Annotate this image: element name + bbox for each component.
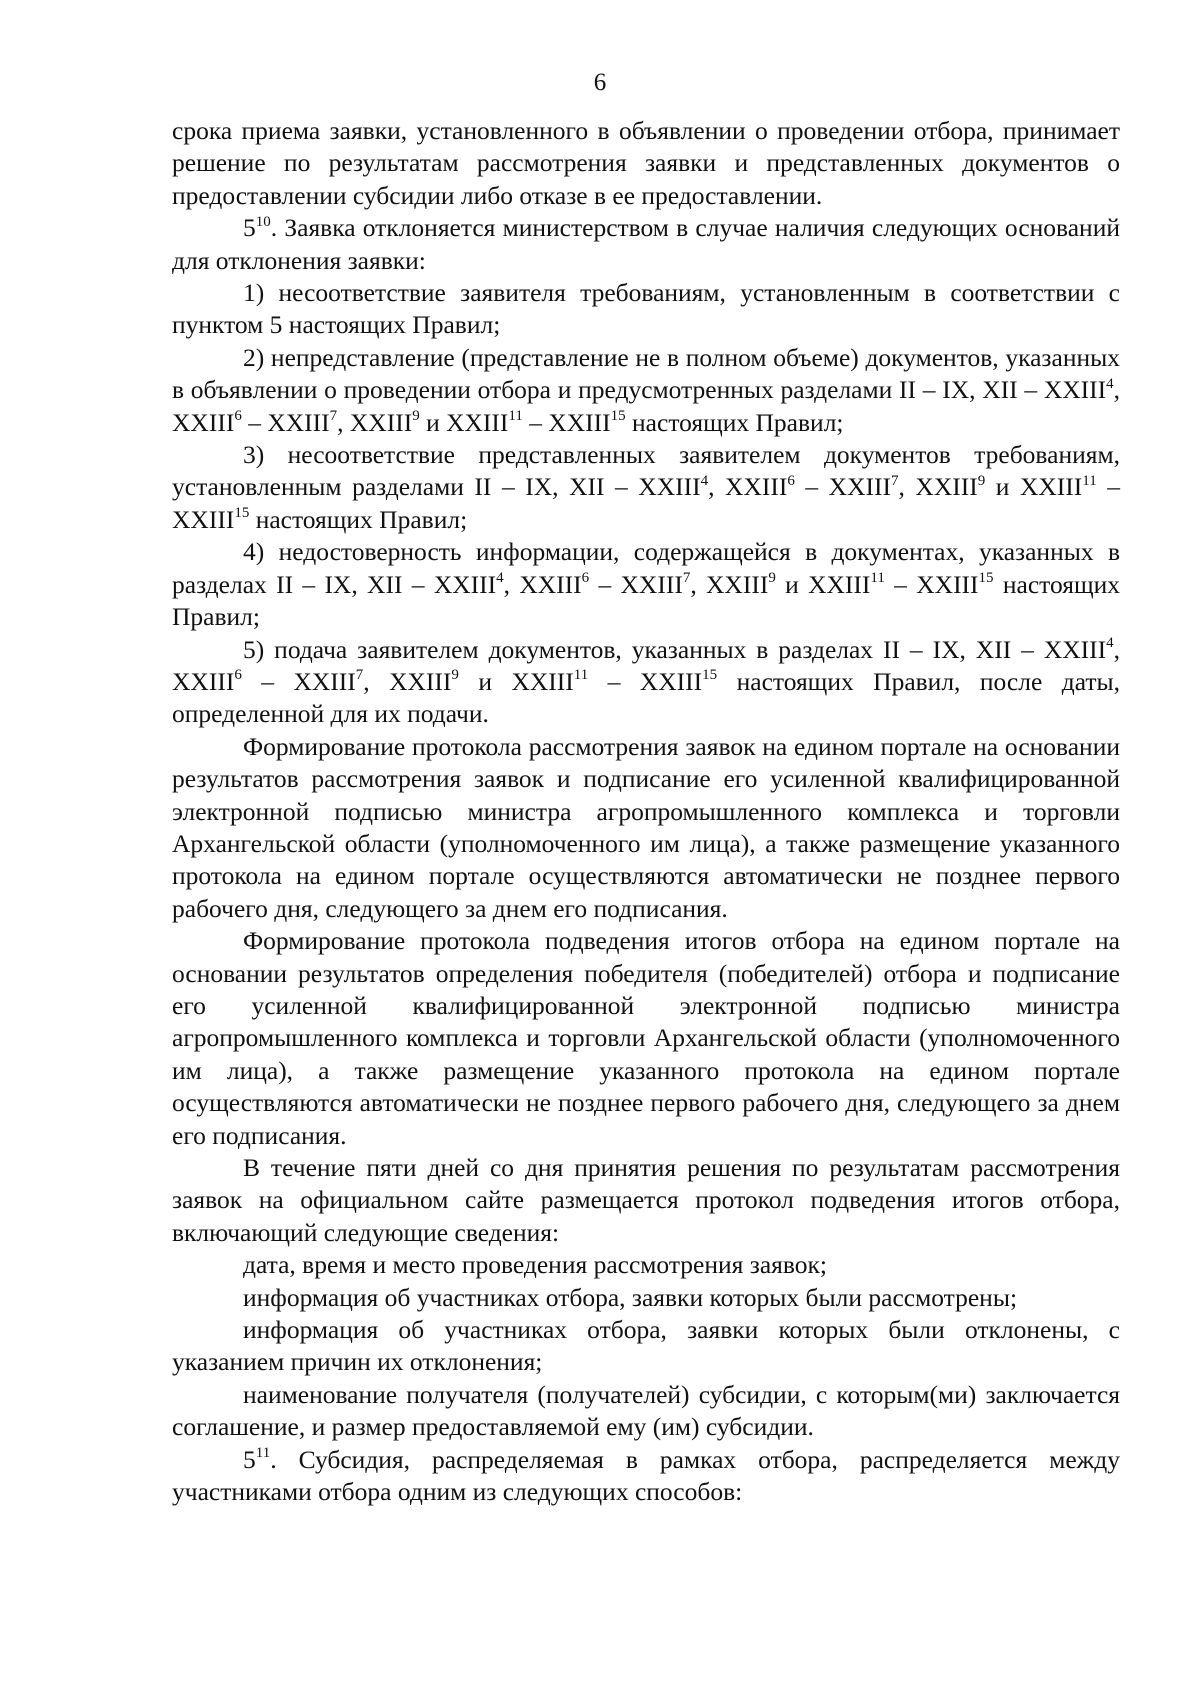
superscript: 15 (702, 667, 718, 684)
page-number: 6 (593, 69, 607, 96)
text-run: , XXIII (503, 569, 582, 599)
text-run: 3) несоответствие представленных заявителем документов требованиям, установленным разделами II – IX, XII – XXIII (172, 440, 1120, 502)
superscript: 11 (255, 1445, 271, 1462)
text-run: 2) непредставление (представление не в полном объеме) документов, указанных в объявлении о проведении отбора и предусмотренных разделами II – IX, XII – XXIII (172, 342, 1120, 405)
superscript: 11 (870, 570, 885, 587)
paragraph (172, 1152, 1120, 1249)
superscript: 7 (329, 408, 338, 425)
text-run: – XXIII (884, 569, 979, 599)
text-run: , XXIII (690, 569, 769, 599)
superscript: 4 (1106, 635, 1114, 651)
text-run: – XXIII (241, 407, 330, 437)
text-run: , XXIII (337, 407, 413, 437)
text-run: 1) несоответствие заявителя требованиям, установленным в соответствии с пунктом 5 настоящих Правил; (172, 278, 1120, 340)
superscript: 4 (496, 570, 504, 587)
paragraph (172, 1282, 1120, 1314)
text-run: срока приема заявки, установленного в объявлении о проведении отбора, принимает решение по результатам рассмотрения заявки и представленных документов о предоставлении субсидии либо отказе в ее предоставлении. (172, 116, 1120, 210)
superscript: 4 (1106, 375, 1114, 392)
superscript: 11 (1082, 472, 1097, 489)
paragraph (172, 115, 1120, 212)
text-run: В течение пяти дней со дня принятия решения по результатам рассмотрения заявок на официальном сайте размещается протокол подведения итогов отбора, включающий следующие сведения: (172, 1153, 1120, 1247)
paragraph (172, 1314, 1120, 1379)
text-run: и XXIII (419, 407, 509, 437)
text-run: и XXIII (775, 569, 871, 599)
text-run: 5 (243, 213, 256, 243)
paragraph (172, 277, 1120, 342)
text-run: – XXIII (522, 407, 611, 437)
text-run: . Заявка отклоняется министерством в случае наличия следующих оснований для отклонения заявки: (172, 213, 1120, 275)
text-run: информация об участниках отбора, заявки которых были рассмотрены; (243, 1282, 1018, 1312)
superscript: 9 (451, 667, 459, 684)
text-run: , XXIII (708, 472, 788, 502)
superscript: 6 (581, 570, 590, 587)
paragraph (172, 536, 1120, 633)
text-run: и XXIII (985, 472, 1083, 502)
superscript: 4 (700, 472, 709, 489)
paragraph (172, 925, 1120, 1152)
text-run: 5 (243, 1444, 256, 1474)
text-run: , XXIII (172, 375, 1120, 437)
superscript: 9 (412, 408, 420, 425)
text-run: информация об участниках отбора, заявки которых были отклонены, с указанием причин их отклонения; (172, 1315, 1120, 1377)
paragraph (172, 731, 1120, 925)
text-run: дата, время и место проведения рассмотрения заявок; (243, 1250, 827, 1280)
superscript: 7 (355, 667, 364, 684)
paragraph (172, 634, 1120, 731)
superscript: 15 (234, 505, 250, 522)
text-run: – XXIII (589, 569, 683, 599)
document-body (172, 115, 1120, 1508)
text-run: – XXIII (588, 666, 703, 696)
superscript: 9 (768, 570, 776, 587)
text-run: 5) подача заявителем документов, указанных в разделах II – IX, XII – XXIII (243, 634, 1107, 664)
text-run: , XXIII (172, 634, 1120, 696)
superscript: 7 (890, 472, 899, 489)
text-run: , XXIII (363, 666, 452, 696)
text-run: настоящих Правил; (625, 407, 844, 437)
superscript: 6 (787, 472, 795, 489)
text-run: – XXIII (172, 472, 1121, 534)
paragraph (172, 1444, 1120, 1509)
superscript: 10 (255, 213, 271, 230)
superscript: 11 (573, 667, 589, 684)
text-run: . Субсидия, распределяемая в рамках отбора, распределяется между участниками отбора одним из следующих способов: (172, 1444, 1120, 1507)
superscript: 9 (977, 472, 986, 489)
paragraph (172, 212, 1120, 277)
text-run: Формирование протокола подведения итогов отбора на едином портале на основании результатов определения победителя (победителей) отбора и подписание его усиленной квалифицированной электронной подписью министра агропромышленного комплекса и торговли Архангельской области (уполномоченного им лица), а также размещение указанного протокола на едином портале осуществляются автоматически не позднее первого рабочего дня, следующего за днем его подписания. (172, 926, 1120, 1150)
text-run: и XXIII (458, 666, 574, 696)
text-run: настоящих Правил, после даты, определенной для их подачи. (172, 666, 1120, 729)
superscript: 7 (682, 570, 691, 587)
text-run: настоящих Правил; (172, 569, 1120, 632)
text-run: наименование получателя (получателей) субсидии, с которым(ми) заключается соглашение, и размер предоставляемой ему (им) субсидии. (172, 1379, 1120, 1442)
text-run: – XXIII (241, 666, 356, 696)
text-run: Формирование протокола рассмотрения заявок на едином портале на основании результатов рассмотрения заявок и подписание его усиленной квалифицированной электронной подписью министра агропромышленного комплекса и торговли Архангельской области (уполномоченного им лица), а также размещение указанного протокола на едином портале осуществляются автоматически не позднее первого рабочего дня, следующего за днем его подписания. (172, 731, 1120, 923)
text-run: 4) недостоверность информации, содержащейся в документах, указанных в разделах II – IX, XII – XXIII (172, 537, 1120, 599)
paragraph (172, 439, 1120, 536)
text-run: настоящих Правил; (249, 504, 468, 534)
paragraph (172, 342, 1120, 439)
text-run: – XXIII (794, 472, 891, 502)
paragraph (172, 1249, 1120, 1281)
superscript: 6 (234, 667, 242, 684)
superscript: 6 (234, 408, 242, 425)
superscript: 15 (610, 408, 626, 425)
paragraph (172, 1379, 1120, 1444)
superscript: 15 (978, 570, 994, 587)
text-run: , XXIII (898, 472, 978, 502)
superscript: 11 (508, 408, 523, 425)
